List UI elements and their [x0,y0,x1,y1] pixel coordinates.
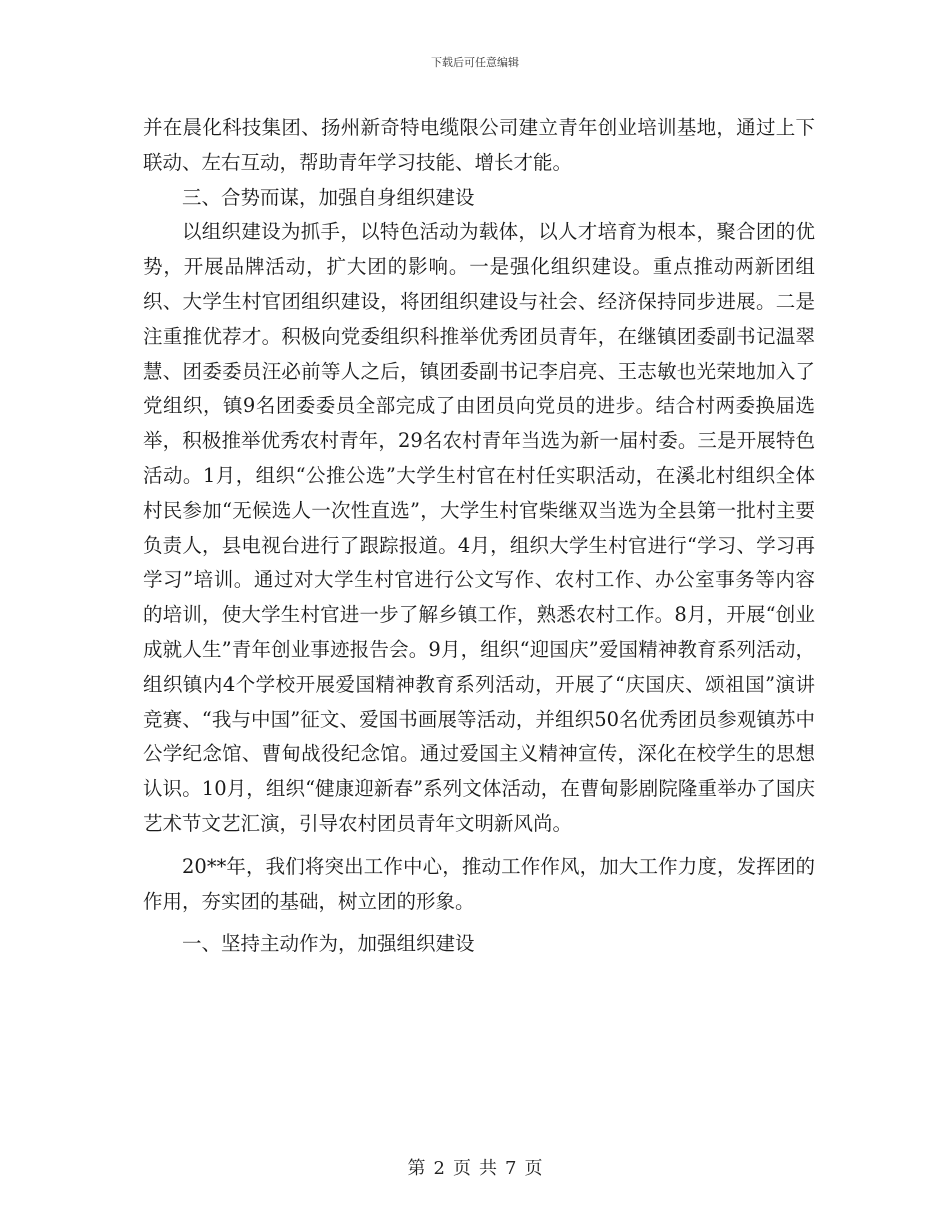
page-footer [0,1154,950,1180]
footer-total-pages: 7 [505,1158,517,1179]
footer-label-prefix: 第 [407,1158,426,1179]
document-body [143,111,815,962]
paragraph-organization-building: 以组织建设为抓手，以特色活动为载体，以人才培育为根本，聚合团的优势，开展品牌活动，扩大团的影响。一是强化组织建设。重点推动两新团组织、大学生村官团组织建设，将团组织建设与社会、经济保持同步进展。二是注重推优荐才。积极向党委组织科推举优秀团员青年，在继镇团委副书记温翠慧、团委委员汪必前等人之后，镇团委副书记李启亮、王志敏也光荣地加入了党组织，镇9名团委委员全部完成了由团员向党员的进步。结合村两委换届选举，积极推举优秀农村青年，29名农村青年当选为新一届村委。三是开展特色活动。1月，组织“公推公选”大学生村官在村任实职活动，在溪北村组织全体村民参加“无候选人一次性直选”，大学生村官柴继双当选为全县第一批村主要负责人，县电视台进行了跟踪报道。4月，组织大学生村官进行“学习、学习再学习”培训。通过对大学生村官进行公文写作、农村工作、办公室事务等内容的培训，使大学生村官进一步了解乡镇工作，熟悉农村工作。8月，开展“创业成就人生”青年创业事迹报告会。9月，组织“迎国庆”爱国精神教育系列活动，组织镇内4个学校开展爱国精神教育系列活动，开展了“庆国庆、颂祖国”演讲竞赛、“我与中国”征文、爱国书画展等活动，并组织50名优秀团员参观镇苏中公学纪念馆、曹甸战役纪念馆。通过爱国主义精神宣传，深化在校学生的思想认识。10月，组织“健康迎新春”系列文体活动，在曹甸影剧院隆重举办了国庆艺术节文艺汇演，引导农村团员青年文明新风尚。 [143,220,815,835]
page-header-note: 下载后可任意编辑 [431,56,519,69]
footer-label-page: 页 [453,1158,471,1179]
section-heading-3: 三、合势而谋，加强自身组织建设 [182,185,475,209]
footer-label-suffix: 页 [524,1158,543,1179]
footer-label-total: 共 [479,1158,497,1179]
paragraph-next-year-plan: 20**年，我们将突出工作中心，推动工作作风，加大工作力度，发挥团的作用，夯实团的基础，树立团的形象。 [143,854,815,913]
section-heading-1: 一、坚持主动作为，加强组织建设 [182,932,475,956]
paragraph-continuation: 并在晨化科技集团、扬州新奇特电缆限公司建立青年创业培训基地，通过上下联动、左右互动，帮助青年学习技能、增长才能。 [143,116,815,174]
footer-current-page: 2 [433,1158,445,1179]
